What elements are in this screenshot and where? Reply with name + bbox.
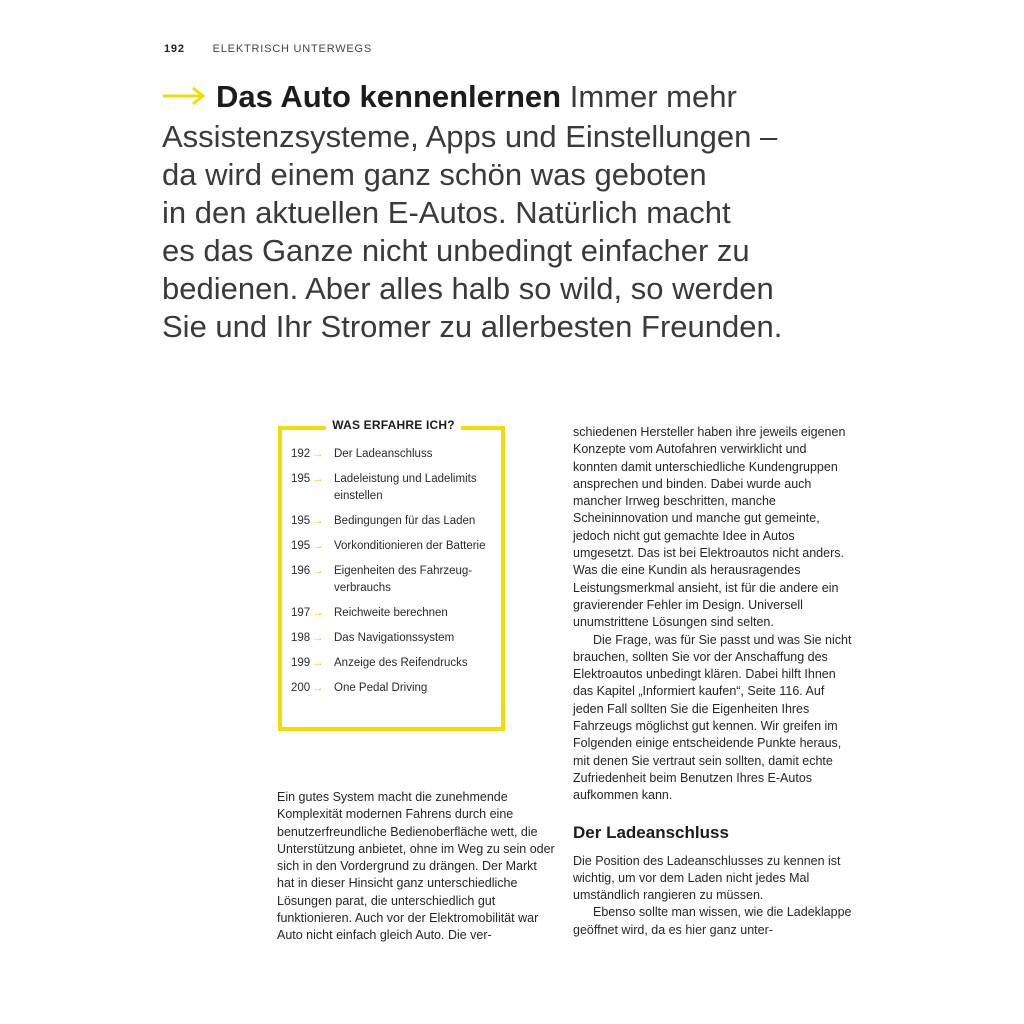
chapter-intro xyxy=(162,78,802,346)
toc-label: Der Ladeanschluss xyxy=(334,448,433,460)
toc-item xyxy=(291,563,491,597)
toc-arrow-icon: → xyxy=(312,657,324,669)
page-number: 192 xyxy=(164,43,185,55)
toc-page-number: 196 xyxy=(291,565,311,577)
toc-item xyxy=(291,655,491,672)
toc-arrow-icon: → xyxy=(312,540,324,552)
toc-label: Vorkonditionieren der Batterie xyxy=(334,540,486,552)
intro-line-4: in den aktuellen E-Autos. Natürlich macht xyxy=(162,194,731,230)
toc-box-top-right-border xyxy=(461,426,505,430)
body-right-column xyxy=(573,424,853,939)
toc-box-heading: WAS ERFAHRE ICH? xyxy=(332,418,455,432)
toc-page-number: 200 xyxy=(291,682,311,694)
toc-arrow-icon: → xyxy=(312,515,324,527)
toc-arrow-icon: → xyxy=(312,473,324,485)
toc-label: Eigenheiten des Fahrzeug-verbrauchs xyxy=(334,565,473,594)
intro-line-1 xyxy=(162,78,802,118)
toc-page-number: 199 xyxy=(291,657,311,669)
toc-page-number: 195 xyxy=(291,540,311,552)
intro-line-5: es das Ganze nicht unbedingt einfacher zu xyxy=(162,232,750,268)
toc-item xyxy=(291,605,491,622)
intro-line-7: Sie und Ihr Stromer zu allerbesten Freunden. xyxy=(162,308,783,344)
toc-item xyxy=(291,680,491,697)
body-paragraph: Die Frage, was für Sie passt und was Sie nicht brauchen, sollten Sie vor der Anschaffung des Elektroautos unbedingt klären. Dabei hilft Ihnen das Kapitel „Informiert kaufen“, Seite 116. Auf jeden Fall sollten Sie die Eigenheiten Ihres Fahrzeugs möglichst gut kennen. Wir greifen im Folgenden einige entscheidende Punkte heraus, mit denen Sie vertraut sein sollten, damit echte Zufriedenheit beim Benutzen Ihres E-Autos aufkommen kann. xyxy=(573,632,852,803)
right-arrow-icon xyxy=(162,77,206,115)
toc-label: Das Navigationssystem xyxy=(334,632,455,644)
intro-line-2: Assistenzsysteme, Apps und Einstellungen – xyxy=(162,118,778,154)
toc-label: One Pedal Driving xyxy=(334,682,428,694)
toc-label: Reichweite berechnen xyxy=(334,607,448,619)
toc-item xyxy=(291,513,491,530)
body-paragraph: Ein gutes System macht die zunehmende Komplexität modernen Fahrens durch eine benutzerfreundliche Bedienoberfläche wett, die Unterstützung anbietet, ohne im Weg zu sein oder sich in den Vordergrund zu drängen. Der Markt hat in dieser Hinsicht ganz unterschiedliche Lösungen parat, die unterschiedlich gut funktionieren. Auch vor der Elektromobilität war Auto nicht einfach gleich Auto. Die ver- xyxy=(277,790,555,943)
chapter-title: Das Auto kennenlernen xyxy=(216,79,562,114)
toc-item xyxy=(291,538,491,555)
page-header xyxy=(164,43,372,55)
toc-page-number: 198 xyxy=(291,632,311,644)
body-paragraph: schiedenen Hersteller haben ihre jeweils eigenen Konzepte vom Autofahren verwirklicht und konnten damit unterschiedliche Kundengruppen ansprechen und binden. Dabei wurde auch mancher Irrweg beschritten, manche Scheininnovation und manche gut gemeinte, jedoch nicht gut gemachte Idee in Autos umgesetzt. Das ist bei Elektroautos nicht anders. Was die eine Kundin als herausragendes Leistungsmerkmal ansieht, ist für die andere ein gravierender Fehler im Design. Universell unumstrittene Lösungen sind selten. xyxy=(573,425,846,630)
toc-label: Anzeige des Reifendrucks xyxy=(334,657,468,669)
toc-item xyxy=(291,446,491,463)
toc-page-number: 192 xyxy=(291,448,311,460)
toc-item xyxy=(291,471,491,505)
toc-label: Bedingungen für das Laden xyxy=(334,515,476,527)
toc-arrow-icon: → xyxy=(312,607,324,619)
toc-item xyxy=(291,630,491,647)
toc-page-number: 195 xyxy=(291,473,311,485)
toc-label: Ladeleistung und Ladelimits einstellen xyxy=(334,473,477,502)
toc-arrow-icon: → xyxy=(312,565,324,577)
toc-arrow-icon: → xyxy=(312,632,324,644)
toc-arrow-icon: → xyxy=(312,448,324,460)
intro-line-6: bedienen. Aber alles halb so wild, so werden xyxy=(162,270,774,306)
intro-line-3: da wird einem ganz schön was geboten xyxy=(162,156,707,192)
intro-text: Immer mehr xyxy=(561,79,737,114)
toc-box-top-left-border xyxy=(278,426,326,430)
section-heading: Der Ladeanschluss xyxy=(573,822,729,842)
running-title: ELEKTRISCH UNTERWEGS xyxy=(212,43,373,55)
body-paragraph: Die Position des Ladeanschlusses zu kennen ist wichtig, um vor dem Laden nicht jedes Mal umständlich rangieren zu müssen. xyxy=(573,853,841,903)
body-left-column xyxy=(277,789,557,945)
toc-list xyxy=(291,446,491,705)
toc-page-number: 197 xyxy=(291,607,311,619)
toc-arrow-icon: → xyxy=(312,682,324,694)
body-paragraph: Ebenso sollte man wissen, wie die Ladeklappe geöffnet wird, da es hier ganz unter- xyxy=(573,905,852,937)
toc-page-number: 195 xyxy=(291,515,311,527)
